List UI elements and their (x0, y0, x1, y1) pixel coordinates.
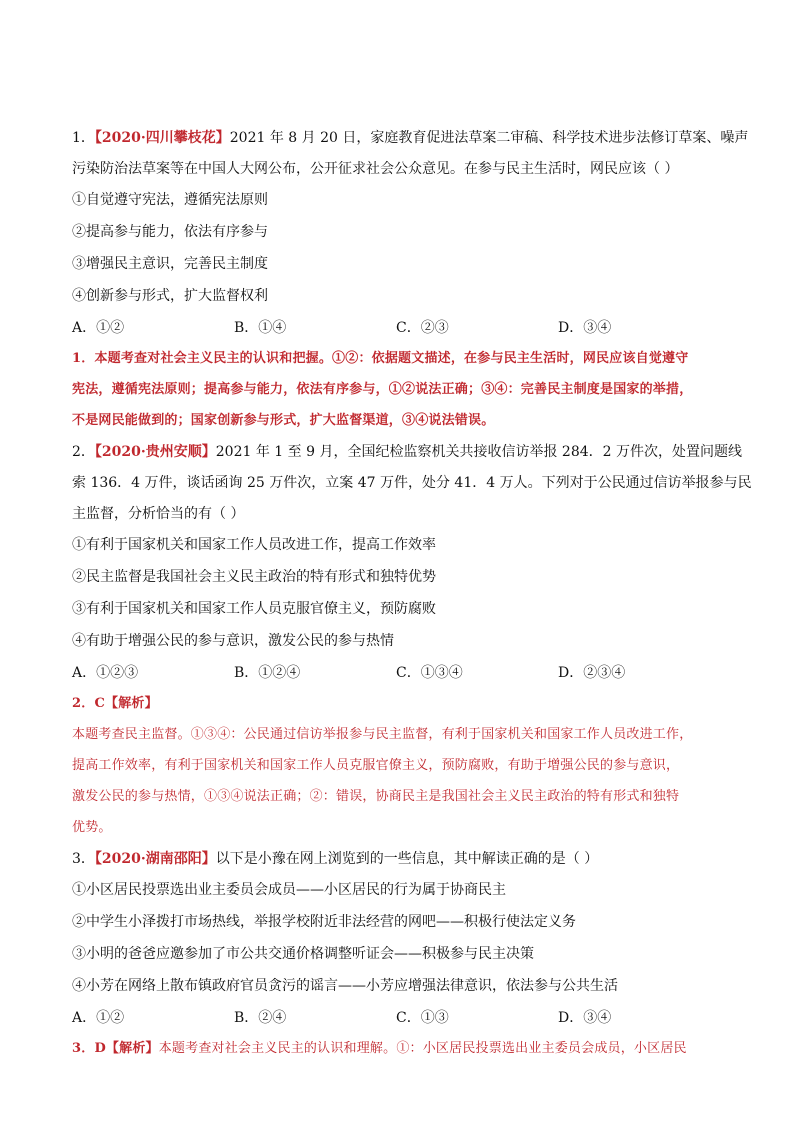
q3-choice-d: D．③④ (558, 1010, 612, 1026)
q3-choice-b: B．②④ (234, 1010, 287, 1026)
q1-stem-cont: 污染防治法草案等在中国人大网公布，公开征求社会公众意见。在参与民主生活时，网民应该（ ） (72, 161, 679, 177)
q2-option-3: ③有利于国家机关和国家工作人员克服官僚主义，预防腐败 (72, 601, 436, 617)
q1-stem-text: 2021 年 8 月 20 日，家庭教育促进法草案二审稿、科学技术进步法修订草案、噪声 (229, 130, 749, 146)
q2-option-2: ②民主监督是我国社会主义民主政治的特有形式和独特优势 (72, 569, 436, 585)
q1-answer-line-1: 1．本题考查对社会主义民主的认识和把握。①②：依据题文描述，在参与民主生活时，网民应该自觉遵守 (72, 351, 689, 366)
q3-option-3: ③小明的爸爸应邀参加了市公共交通价格调整听证会——积极参与民主决策 (72, 946, 534, 962)
q2-stem-cont-2: 主监督，分析恰当的有（ ） (72, 506, 245, 522)
document-page (72, 128, 752, 1070)
q2-stem-text: 2021 年 1 至 9 月，全国纪检监察机关共接收信访举报 284．2 万件次，处置问题线 (215, 444, 742, 460)
q3-option-4: ④小芳在网络上散布镇政府官员贪污的谣言——小芳应增强法律意识，依法参与公共生活 (72, 978, 618, 994)
q3-answer-line-1 (72, 1039, 720, 1059)
q3-choice-c: C．①③ (396, 1010, 449, 1026)
q1-option-2: ②提高参与能力，依法有序参与 (72, 224, 268, 240)
q1-choice-b: B．①④ (234, 320, 287, 336)
q2-option-1: ①有利于国家机关和国家工作人员改进工作，提高工作效率 (72, 537, 436, 553)
q2-choice-d: D．②③④ (558, 665, 626, 681)
q3-option-2: ②中学生小泽拨打市场热线，举报学校附近非法经营的网吧——积极行使法定义务 (72, 914, 576, 930)
q2-choice-a: A．①②③ (72, 665, 139, 681)
q2-number: 2． (72, 444, 95, 460)
q2-option-4: ④有助于增强公民的参与意识，激发公民的参与热情 (72, 633, 394, 649)
q2-choice-c: C．①③④ (396, 665, 463, 681)
q2-answer-line-4: 优势。 (72, 820, 112, 835)
q2-answer-line-1: 本题考查民主监督。①③④：公民通过信访举报参与民主监督，有利于国家机关和国家工作人员改进工作， (72, 727, 693, 742)
q1-answer-line-2: 宪法，遵循宪法原则；提高参与能力，依法有序参与，①②说法正确；③④：完善民主制度是国家的举措， (72, 382, 693, 397)
q3-choices (72, 1008, 720, 1028)
q3-answer-text: 本题考查对社会主义民主的认识和理解。①：小区居民投票选出业主委员会成员，小区居民 (158, 1041, 687, 1056)
q3-stem (72, 849, 720, 869)
q1-choice-a: A．①② (72, 320, 125, 336)
q3-choice-a: A．①② (72, 1010, 125, 1026)
q1-source: 【2020·四川攀枝花】 (94, 130, 230, 146)
q2-answer-line-3: 激发公民的参与热情，①③④说法正确；②：错误，协商民主是我国社会主义民主政治的特有形式和独特 (72, 789, 680, 804)
q2-answer-line-2: 提高工作效率，有利于国家机关和国家工作人员克服官僚主义，预防腐败，有助于增强公民的参与意识， (72, 758, 680, 773)
q1-choices (72, 318, 720, 338)
q2-stem (72, 442, 742, 462)
q3-stem-text: 以下是小豫在网上浏览到的一些信息，其中解读正确的是（ ） (215, 851, 599, 867)
q1-choice-c: C．②③ (396, 320, 449, 336)
q2-answer-head: 2．C【解析】 (72, 696, 158, 711)
q1-option-1: ①自觉遵守宪法，遵循宪法原则 (72, 192, 268, 208)
q3-number: 3． (72, 851, 95, 867)
q1-answer-line-3: 不是网民能做到的；国家创新参与形式，扩大监督渠道，③④说法错误。 (72, 413, 495, 428)
q2-source: 【2020·贵州安顺】 (94, 444, 216, 460)
q3-answer-head: 3．D【解析】 (72, 1041, 159, 1056)
q1-choice-d: D．③④ (558, 320, 612, 336)
q2-stem-cont: 索 136．4 万件，谈话函询 25 万件次，立案 47 万件，处分 41．4 万人。下列对于公民通过信访举报参与民 (72, 475, 752, 491)
q2-choices (72, 663, 720, 683)
q1-option-3: ③增强民主意识，完善民主制度 (72, 256, 268, 272)
q2-choice-b: B．①②④ (234, 665, 301, 681)
q1-number: 1． (72, 130, 95, 146)
q3-source: 【2020·湖南邵阳】 (94, 851, 216, 867)
q1-option-4: ④创新参与形式，扩大监督权利 (72, 288, 268, 304)
q1-stem (72, 128, 749, 148)
q3-option-1: ①小区居民投票选出业主委员会成员——小区居民的行为属于协商民主 (72, 882, 506, 898)
